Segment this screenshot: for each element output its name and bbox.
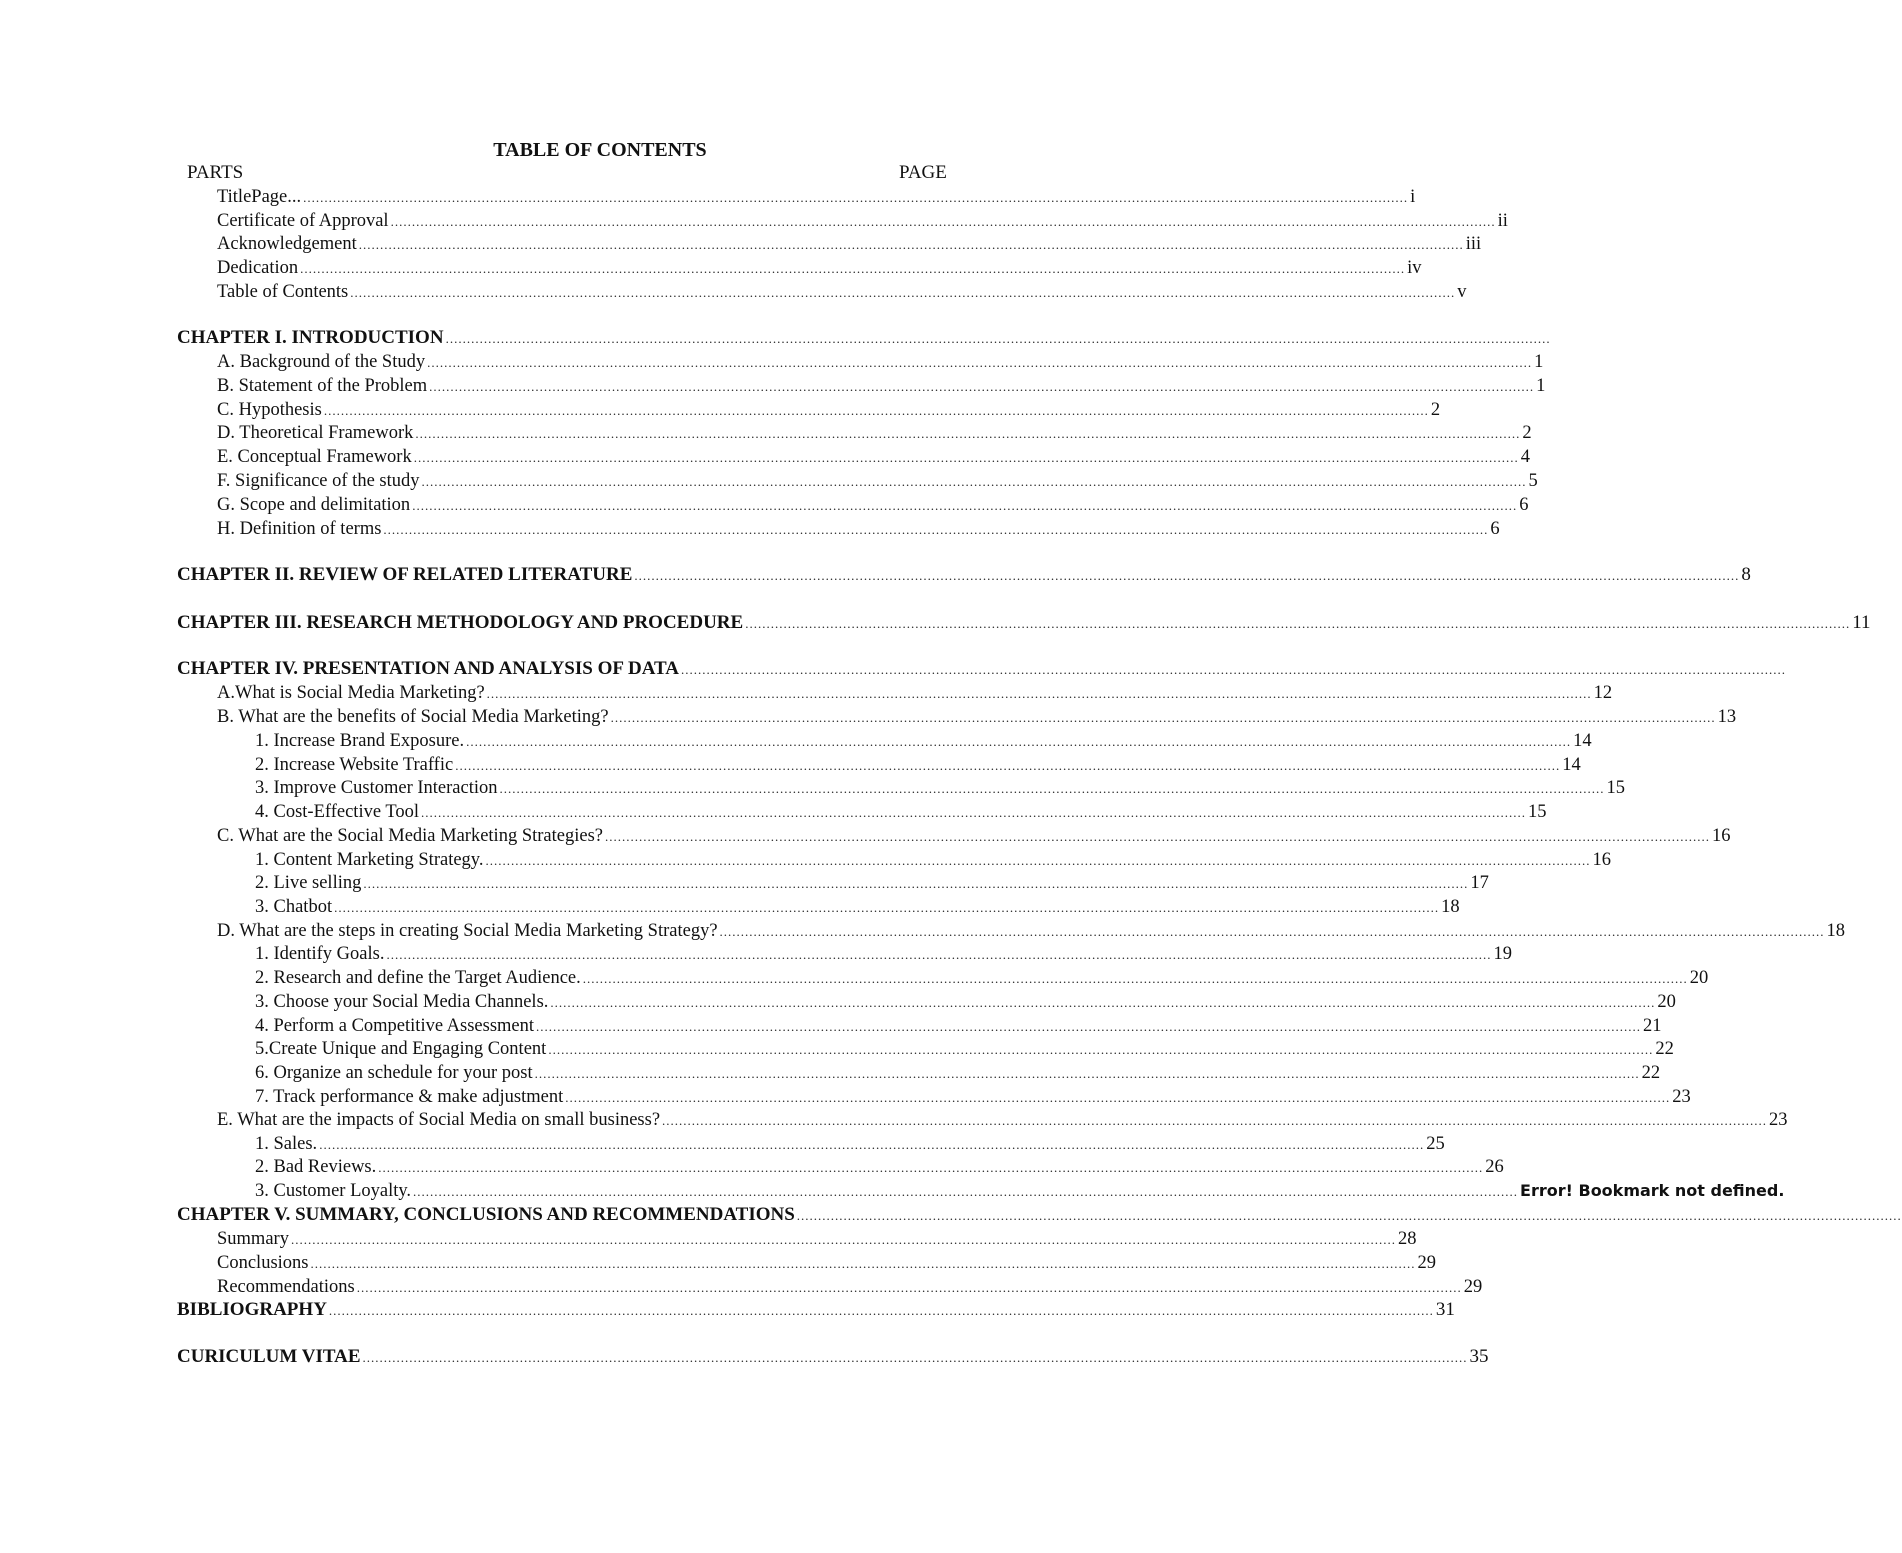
toc-entry-label: 3. Chatbot [255, 897, 333, 917]
toc-entry-row [255, 1061, 1661, 1086]
dot-leader: .................................................................................................................................................................................................................................................................... [796, 1208, 1902, 1223]
toc-entry-label: CHAPTER III. RESEARCH METHODOLOGY AND PROCEDURE [177, 612, 744, 633]
dot-leader: .................................................................................................................................................................................................................................................................... [745, 616, 1851, 631]
toc-entry-label: C. Hypothesis [217, 400, 322, 420]
dot-leader: .................................................................................................................................................................................................................................................................... [290, 1232, 1396, 1247]
toc-entry-row [217, 493, 1529, 518]
dot-leader: .................................................................................................................................................................................................................................................................... [536, 1019, 1642, 1034]
toc-entry-label: Dedication [217, 258, 299, 278]
dot-leader: .................................................................................................................................................................................................................................................................... [429, 379, 1535, 394]
toc-page-number: 8 [1741, 564, 1751, 585]
dot-leader: .................................................................................................................................................................................................................................................................... [300, 261, 1406, 276]
toc-page-number: 23 [1672, 1087, 1691, 1107]
dot-leader: .................................................................................................................................................................................................................................................................... [582, 971, 1688, 986]
toc-entry-label: CHAPTER V. SUMMARY, CONCLUSIONS AND RECOMMENDATIONS [177, 1204, 795, 1225]
toc-entry-row [255, 942, 1512, 967]
toc-entry-row [255, 1179, 1785, 1204]
toc-entry-row [255, 753, 1581, 778]
toc-entry-label: 7. Track performance & make adjustment [255, 1087, 564, 1107]
toc-chapter-row [177, 1345, 1489, 1370]
toc-page-number: 13 [1717, 707, 1737, 727]
toc-entry-label: D. Theoretical Framework [217, 423, 414, 443]
toc-page-number: 14 [1562, 755, 1581, 775]
toc-entry-row [217, 469, 1538, 494]
toc-entry-row [217, 232, 1482, 257]
toc-chapter-row [177, 563, 1751, 588]
toc-entry-label: 2. Increase Website Traffic [255, 755, 454, 775]
dot-leader: .................................................................................................................................................................................................................................................................... [719, 924, 1825, 939]
toc-entry-label: 5.Create Unique and Engaging Content [255, 1039, 547, 1059]
toc-entry-label: 3. Improve Customer Interaction [255, 778, 498, 798]
toc-entry-label: CHAPTER II. REVIEW OF RELATED LITERATURE [177, 564, 633, 585]
toc-entry-label: E. Conceptual Framework [217, 447, 412, 467]
dot-leader: .................................................................................................................................................................................................................................................................... [390, 214, 1496, 229]
dot-leader: .................................................................................................................................................................................................................................................................... [610, 710, 1716, 725]
toc-page-number: 16 [1711, 826, 1731, 846]
dot-leader: .................................................................................................................................................................................................................................................................... [303, 190, 1409, 205]
dot-leader: .................................................................................................................................................................................................................................................................... [358, 237, 1464, 252]
dot-leader: .................................................................................................................................................................................................................................................................... [681, 662, 1787, 677]
toc-entry-label: E. What are the impacts of Social Media on small business? [217, 1110, 661, 1130]
toc-entry-label: Acknowledgement [217, 234, 357, 254]
dot-leader: .................................................................................................................................................................................................................................................................... [386, 947, 1492, 962]
toc-chapter-row [177, 1203, 1902, 1228]
toc-entry-row [255, 966, 1709, 991]
toc-entry-row [217, 445, 1530, 470]
toc-entry-row [217, 374, 1546, 399]
toc-entry-row [255, 1037, 1674, 1062]
toc-entry-label: 1. Sales. [255, 1134, 318, 1154]
dot-leader: .................................................................................................................................................................................................................................................................... [350, 285, 1456, 300]
toc-page-number: 17 [1470, 873, 1489, 893]
toc-entry-row [217, 350, 1544, 375]
toc-entry-label: Conclusions [217, 1253, 309, 1273]
toc-page-number: 23 [1769, 1110, 1788, 1130]
toc-entry-row [255, 848, 1611, 873]
toc-entry-row [255, 776, 1625, 801]
toc-page-number: Error! Bookmark not defined. [1520, 1181, 1785, 1200]
dot-leader: .................................................................................................................................................................................................................................................................... [534, 1066, 1640, 1081]
toc-entry-label: 2. Research and define the Target Audience. [255, 968, 581, 988]
toc-entry-label: F. Significance of the study [217, 471, 420, 491]
dot-leader: .................................................................................................................................................................................................................................................................... [319, 1137, 1425, 1152]
toc-entry-row [217, 1108, 1788, 1133]
toc-entry-label: Certificate of Approval [217, 211, 389, 231]
toc-page-number: 5 [1528, 471, 1538, 491]
dot-leader: .................................................................................................................................................................................................................................................................... [310, 1256, 1416, 1271]
toc-page-number: 21 [1643, 1016, 1662, 1036]
toc-entry-label: 2. Bad Reviews. [255, 1157, 377, 1177]
toc-entry-label: G. Scope and delimitation [217, 495, 411, 515]
toc-page-number: 15 [1527, 802, 1547, 822]
toc-page-number: ii [1497, 211, 1508, 231]
toc-entry-label: TitlePage... [217, 187, 302, 207]
toc-entry-label: Summary [217, 1229, 289, 1249]
toc-entry-label: 2. Live selling [255, 873, 362, 893]
toc-page-number: 28 [1397, 1229, 1417, 1249]
dot-leader: .................................................................................................................................................................................................................................................................... [427, 355, 1533, 370]
toc-page-number: iii [1465, 234, 1482, 254]
toc-entry-row [255, 1155, 1504, 1180]
toc-entry-row [217, 280, 1467, 305]
toc-entry-label: A. Background of the Study [217, 352, 426, 372]
dot-leader: .................................................................................................................................................................................................................................................................... [363, 876, 1469, 891]
dot-leader: .................................................................................................................................................................................................................................................................... [485, 853, 1591, 868]
toc-page-number: 20 [1657, 992, 1676, 1012]
toc-entry-label: C. What are the Social Media Marketing Strategies? [217, 826, 603, 846]
toc-page-number: 4 [1520, 447, 1530, 467]
toc-entry-label: 1. Identify Goals. [255, 944, 385, 964]
toc-entry-row [217, 1251, 1436, 1276]
toc-page-number: 14 [1573, 731, 1592, 751]
dot-leader: .................................................................................................................................................................................................................................................................... [362, 1350, 1468, 1365]
dot-leader: .................................................................................................................................................................................................................................................................... [356, 1280, 1462, 1295]
dot-leader: .................................................................................................................................................................................................................................................................... [634, 568, 1740, 583]
toc-entry-label: 4. Perform a Competitive Assessment [255, 1016, 535, 1036]
toc-entry-row [255, 800, 1547, 825]
toc-entry-row [255, 1014, 1662, 1039]
toc-page-number: 12 [1593, 683, 1613, 703]
toc-page-number: 35 [1469, 1346, 1489, 1367]
page-header: PAGE [899, 162, 947, 183]
dot-leader: .................................................................................................................................................................................................................................................................... [412, 498, 1518, 513]
dot-leader: .................................................................................................................................................................................................................................................................... [548, 1042, 1654, 1057]
toc-page-number: 29 [1417, 1253, 1436, 1273]
toc-entry-row [217, 705, 1737, 730]
dot-leader: .................................................................................................................................................................................................................................................................... [499, 781, 1605, 796]
toc-entry-row [217, 185, 1416, 210]
toc-entry-label: B. What are the benefits of Social Media Marketing? [217, 707, 609, 727]
dot-leader: .................................................................................................................................................................................................................................................................... [445, 331, 1551, 346]
toc-entry-label: CURICULUM VITAE [177, 1346, 361, 1367]
toc-entry-label: 1. Increase Brand Exposure. [255, 731, 465, 751]
dot-leader: .................................................................................................................................................................................................................................................................... [383, 522, 1489, 537]
toc-page-number: 26 [1485, 1157, 1504, 1177]
toc-entry-row [255, 729, 1592, 754]
dot-leader: .................................................................................................................................................................................................................................................................... [455, 758, 1561, 773]
dot-leader: .................................................................................................................................................................................................................................................................... [662, 1113, 1768, 1128]
toc-entry-label: CHAPTER IV. PRESENTATION AND ANALYSIS OF DATA [177, 658, 680, 679]
toc-entry-label: Recommendations [217, 1277, 355, 1297]
dot-leader: .................................................................................................................................................................................................................................................................... [415, 426, 1521, 441]
toc-entry-row [255, 871, 1489, 896]
dot-leader: .................................................................................................................................................................................................................................................................... [413, 1184, 1519, 1199]
dot-leader: .................................................................................................................................................................................................................................................................... [323, 403, 1429, 418]
dot-leader: .................................................................................................................................................................................................................................................................... [421, 474, 1527, 489]
toc-page-number: v [1457, 282, 1467, 302]
toc-entry-row [255, 895, 1460, 920]
toc-page-number: 2 [1522, 423, 1532, 443]
dot-leader: .................................................................................................................................................................................................................................................................... [378, 1160, 1484, 1175]
toc-entry-row [217, 421, 1532, 446]
toc-chapter-row [177, 326, 1551, 351]
toc-entry-row [217, 256, 1422, 281]
dot-leader: .................................................................................................................................................................................................................................................................... [334, 900, 1440, 915]
toc-page-number: 11 [1852, 612, 1871, 633]
dot-leader: .................................................................................................................................................................................................................................................................... [466, 734, 1572, 749]
toc-page-number: 1 [1534, 352, 1544, 372]
parts-header: PARTS [187, 162, 244, 183]
toc-page-number: 18 [1826, 921, 1846, 941]
toc-entry-label: CHAPTER I. INTRODUCTION [177, 327, 444, 348]
toc-page-number: 6 [1490, 519, 1500, 539]
toc-entry-label: H. Definition of terms [217, 519, 382, 539]
toc-entry-label: B. Statement of the Problem [217, 376, 428, 396]
toc-entry-row [255, 990, 1676, 1015]
toc-chapter-row [177, 611, 1871, 636]
dot-leader: .................................................................................................................................................................................................................................................................... [420, 805, 1526, 820]
toc-entry-label: D. What are the steps in creating Social Media Marketing Strategy? [217, 921, 718, 941]
toc-chapter-row [177, 1298, 1455, 1323]
toc-page-number: 15 [1606, 778, 1625, 798]
toc-entry-label: 3. Customer Loyalty. [255, 1181, 412, 1201]
dot-leader: .................................................................................................................................................................................................................................................................... [486, 686, 1592, 701]
toc-page-number: 25 [1426, 1134, 1445, 1154]
toc-entry-label: Table of Contents [217, 282, 349, 302]
toc-page-number: 2 [1430, 400, 1441, 420]
toc-page-number: 20 [1689, 968, 1709, 988]
toc-entry-label: 3. Choose your Social Media Channels. [255, 992, 549, 1012]
toc-entry-row [217, 398, 1441, 423]
toc-page-number: 31 [1435, 1299, 1455, 1320]
toc-entry-label: A.What is Social Media Marketing? [217, 683, 485, 703]
toc-page-number: 16 [1592, 850, 1611, 870]
toc-entry-row [217, 681, 1613, 706]
toc-entry-row [217, 209, 1508, 234]
dot-leader: .................................................................................................................................................................................................................................................................... [328, 1303, 1434, 1318]
toc-page-number: iv [1407, 258, 1422, 278]
toc-page-number: 6 [1519, 495, 1529, 515]
toc-entry-row [217, 1227, 1417, 1252]
toc-entry-row [217, 919, 1846, 944]
toc-page-number: 19 [1493, 944, 1512, 964]
toc-page-number: 1 [1536, 376, 1546, 396]
toc-page-number: 18 [1441, 897, 1460, 917]
toc-entry-row [217, 824, 1731, 849]
toc-entry-row [255, 1085, 1691, 1110]
toc-entry-row [255, 1132, 1445, 1157]
toc-entry-label: BIBLIOGRAPHY [177, 1299, 327, 1320]
dot-leader: .................................................................................................................................................................................................................................................................... [565, 1090, 1671, 1105]
toc-entry-row [217, 1275, 1483, 1300]
toc-chapter-row [177, 657, 1787, 682]
toc-page-number: 22 [1655, 1039, 1674, 1059]
toc-entry-label: 4. Cost-Effective Tool [255, 802, 419, 822]
toc-entry-row [217, 517, 1500, 542]
toc-page-number: 29 [1463, 1277, 1483, 1297]
dot-leader: .................................................................................................................................................................................................................................................................... [550, 995, 1656, 1010]
dot-leader: .................................................................................................................................................................................................................................................................... [604, 829, 1710, 844]
toc-page-number: i [1410, 187, 1416, 207]
page-title: TABLE OF CONTENTS [493, 139, 707, 161]
toc-entry-label: 6. Organize an schedule for your post [255, 1063, 533, 1083]
toc-entry-label: 1. Content Marketing Strategy. [255, 850, 484, 870]
dot-leader: .................................................................................................................................................................................................................................................................... [413, 450, 1519, 465]
toc-page-number: 22 [1641, 1063, 1661, 1083]
